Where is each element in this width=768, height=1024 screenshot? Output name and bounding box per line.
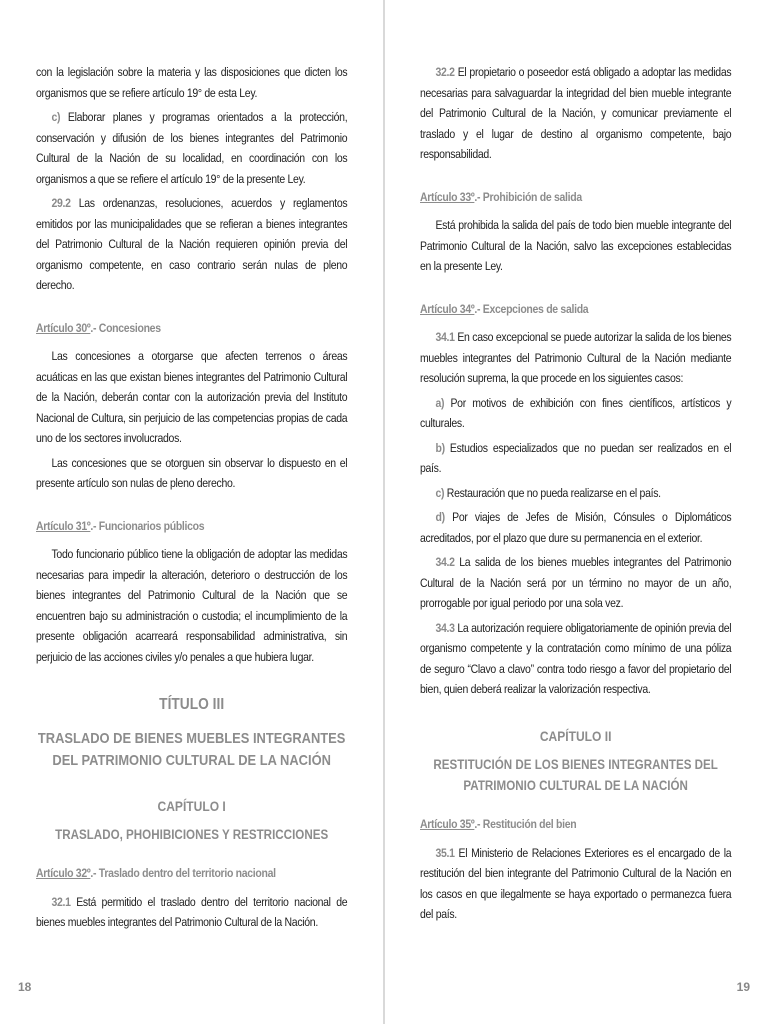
article-title: .- Concesiones — [90, 320, 161, 335]
paragraph — [420, 327, 731, 389]
article-title: .- Restitución del bien — [474, 817, 577, 831]
item-letter: a) — [435, 395, 445, 410]
paragraph — [36, 193, 347, 296]
list-item-text: Por viajes de Jefes de Misión, Cónsules o Diplomáticos acreditados, por el plazo que dure su permanencia en el exterior. — [420, 510, 732, 545]
paragraph-text: Las ordenanzas, resoluciones, acuerdos y reglamentos emitidos por las municipalidades que se refieran a bienes integrantes del Patrimonio Cultural de la Nación requieren opinión previa del organismo competente, en caso contrario serán nulas de pleno derecho. — [36, 196, 348, 292]
title-heading: TÍTULO III — [159, 696, 225, 713]
article-title: .- Prohibición de salida — [474, 189, 582, 204]
paragraph: con la legislación sobre la materia y las disposiciones que dicten los organismos que se refiere artículo 19° de esta Ley. — [36, 65, 348, 100]
left-page — [0, 0, 383, 1024]
right-page — [385, 0, 768, 1024]
item-number: c) — [51, 110, 61, 124]
article-label: Artículo 32º — [36, 866, 91, 880]
left-column — [36, 62, 347, 937]
list-item-text: Restauración que no pueda realizarse en el país. — [444, 485, 661, 500]
item-number: 34.2 — [435, 555, 455, 569]
item-number: 35.1 — [435, 845, 455, 860]
item-number: 34.3 — [435, 620, 455, 635]
list-item — [420, 438, 731, 479]
article-heading — [36, 863, 347, 884]
list-item — [420, 483, 731, 504]
chapter-subheading: RESTITUCIÓN DE LOS BIENES INTEGRANTES DEL PATRIMONIO CULTURAL DE LA NACIÓN — [433, 757, 718, 793]
article-heading — [36, 516, 347, 537]
item-letter: c) — [435, 485, 445, 500]
item-number: 32.2 — [435, 65, 455, 79]
paragraph-text: Elaborar planes y programas orientados a la protección, conservación y difusión de los bienes integrantes del Patrimonio Cultural de la Nación de su localidad, en coordinación con los organismos a que se refiere el artículo 19° de la presente Ley. — [36, 110, 348, 186]
chapter-heading: CAPÍTULO II — [539, 727, 612, 744]
paragraph — [420, 62, 731, 165]
list-item-text: Estudios especializados que no puedan ser realizados en el país. — [420, 440, 732, 475]
article-title: .- Funcionarios públicos — [90, 518, 205, 533]
item-letter: d) — [435, 510, 445, 524]
article-label: Artículo 34º — [420, 301, 475, 316]
paragraph: Las concesiones a otorgarse que afecten terrenos o áreas acuáticas en las que existan bienes integrantes del Patrimonio Cultural de la Nación, deberán contar con la autorización previa del Instituto Nacional de Cultura, sin perjuicio de las competencias propias de cada uno de los sectores involucrados. — [36, 349, 348, 445]
page-number: 19 — [736, 980, 750, 994]
article-heading — [420, 299, 731, 320]
paragraph — [36, 107, 347, 189]
paragraph: Está prohibida la salida del país de todo bien mueble integrante del Patrimonio Cultural de la Nación, salvo las excepciones establecidas en la presente Ley. — [420, 218, 732, 273]
paragraph — [420, 552, 731, 614]
paragraph — [420, 843, 731, 925]
chapter-heading: CAPÍTULO I — [157, 797, 226, 814]
title-subheading: TRASLADO DE BIENES MUEBLES INTEGRANTES DEL PATRIMONIO CULTURAL DE LA NACIÓN — [37, 729, 346, 769]
paragraph — [420, 618, 731, 700]
paragraph-text: En caso excepcional se puede autorizar la salida de los bienes muebles integrantes del Patrimonio Cultural de la Nación mediante resolución suprema, la que procede en los siguientes casos: — [420, 330, 732, 385]
item-number: 34.1 — [435, 330, 455, 344]
paragraph-text: Está permitido el traslado dentro del territorio nacional de bienes muebles integrantes del Patrimonio Cultural de la Nación. — [36, 894, 348, 929]
article-label: Artículo 35º — [420, 817, 475, 831]
paragraph-text: La salida de los bienes muebles integrantes del Patrimonio Cultural de la Nación será por un término no mayor de un año, prorrogable por igual periodo por una sola vez. — [420, 555, 732, 610]
paragraph-text: El Ministerio de Relaciones Exteriores es el encargado de la restitución del bien integrante del Patrimonio Cultural de la Nación en los casos en que ilegalmente se haya exportado o permanezca fuera del país. — [420, 845, 732, 921]
chapter-subheading: TRASLADO, PHOHIBICIONES Y RESTRICCIONES — [55, 827, 329, 842]
item-number: 32.1 — [51, 894, 71, 909]
page-number: 18 — [18, 980, 32, 994]
paragraph-text: El propietario o poseedor está obligado a adoptar las medidas necesarias para salvaguardar la integridad del bien mueble integrante del Patrimonio Cultural de la Nación, y comunicar previamente el traslado y el lugar de destino al organismo competente, bajo responsabilidad. — [420, 65, 732, 161]
article-label: Artículo 31º — [36, 518, 91, 533]
paragraph-text: La autorización requiere obligatoriamente de opinión previa del organismo competente y la contratación como mínimo de una póliza de seguro “Clavo a clavo” contra todo riesgo a favor del propietario del bien, quien deberá realizar la valorización respectiva. — [420, 620, 732, 696]
article-title: .- Excepciones de salida — [474, 301, 589, 316]
article-heading — [420, 187, 731, 208]
article-title: .- Traslado dentro del territorio nacional — [90, 866, 276, 880]
right-column — [420, 62, 731, 929]
item-number: 29.2 — [51, 196, 71, 210]
article-label: Artículo 33º — [420, 189, 475, 204]
paragraph: Todo funcionario público tiene la obligación de adoptar las medidas necesarias para impedir la alteración, deterioro o destrucción de los bienes integrantes del Patrimonio Cultural de la Nación que se encuentren bajo su administración o custodia; el incumplimiento de la presente obligación acarreará responsabilidad administrativa, sin perjuicio de las acciones civiles y/o penales a que hubiera lugar. — [36, 547, 348, 664]
list-item — [420, 507, 731, 548]
list-item — [420, 393, 731, 434]
list-item-text: Por motivos de exhibición con fines científicos, artísticos y culturales. — [420, 395, 732, 430]
paragraph: Las concesiones que se otorguen sin observar lo dispuesto en el presente artículo son nulas de pleno derecho. — [36, 455, 348, 490]
paragraph — [36, 892, 347, 933]
article-heading — [420, 814, 731, 835]
item-letter: b) — [435, 440, 445, 455]
article-heading — [36, 318, 347, 339]
article-label: Artículo 30º — [36, 320, 91, 335]
